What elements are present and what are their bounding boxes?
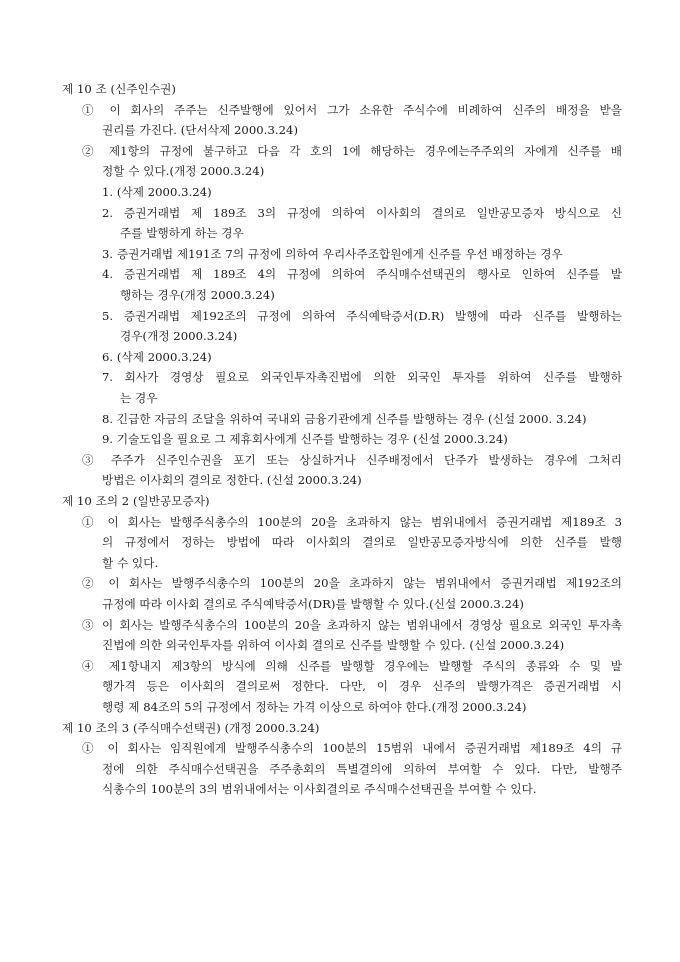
text-line: 정할 수 있다.(개정 2000.3.24) — [102, 164, 265, 179]
list-item-line: 4. 증권거래법 제 189조 4의 규정에 의하여 주식매수선택권의 행사로 인하여 신주를 발 — [102, 267, 622, 282]
list-item-line: 9. 기술도입을 필요로 그 제휴회사에게 신주를 발행하는 경우 (신설 2000.3.24) — [102, 432, 508, 447]
list-item-line: 6. (삭제 2000.3.24) — [102, 349, 212, 364]
list-item-line: 경우(개정 2000.3.24) — [120, 329, 238, 344]
text-line: 행령 제 84조의 5의 규정에서 정하는 가격 이상으로 하여야 한다.(개정 2000.3.24) — [102, 700, 527, 714]
text-line: 할 수 있다. — [102, 555, 159, 570]
list-item-line: 8. 긴급한 자금의 조달을 위하여 국내외 금융기관에게 신주를 발행하는 경우 (신설 2000. 3.24) — [102, 411, 587, 426]
text-line: 식총수의 100분의 3의 범위내에서는 이사회결의로 주식매수선택권을 부여할 수 있다. — [102, 782, 537, 797]
text-line: 규정에 따라 이사회 결의로 주식예탁증서(DR)를 발행할 수 있다.(신설 2000.3.24) — [102, 597, 524, 611]
paragraph-line: ① 이 회사는 발행주식총수의 100분의 20을 초과하지 않는 범위내에서 증권거래법 제189조 3 — [82, 514, 622, 529]
list-item-line: 행하는 경우(개정 2000.3.24) — [120, 288, 275, 302]
text-line: 정에 의한 주식매수선택권을 주주총회의 특별결의에 의하여 부여할 수 있다. 다만, 발행주 — [102, 761, 622, 776]
article-heading: 제 10 조 (신주인수권) — [62, 82, 176, 96]
list-item-line: 2. 증권거래법 제 189조 3의 규정에 의하여 이사회의 결의로 일반공모증자 방식으로 신 — [102, 205, 622, 220]
paragraph-line: ③ 주주가 신주인수권을 포기 또는 상실하거나 신주배정에서 단주가 발생하는 경우에 그처리 — [82, 452, 622, 467]
list-item-line: 5. 증권거래법 제192조의 규정에 의하여 주식예탁증서(D.R) 발행에 따라 신주를 발행하는 — [102, 308, 622, 323]
list-item-line: 주를 발행하게 하는 경우 — [120, 226, 244, 241]
text-line: 진법에 의한 외국인투자를 위하여 이사회 결의로 신주를 발행할 수 있다. (신설 2000.3.24) — [102, 638, 565, 653]
text-line: 의 규정에서 정하는 방법에 따라 이사회의 결의로 일반공모증자방식에 의한 신주를 발행 — [102, 535, 622, 550]
paragraph-line: ① 이 회사는 임직원에게 발행주식총수의 100분의 15범위 내에서 증권거래법 제189조 4의 규 — [82, 741, 622, 756]
text-line: 권리를 가진다. (단서삭제 2000.3.24) — [102, 123, 299, 138]
list-item-line: 3. 증권거래법 제191조 7의 규정에 의하여 우리사주조합원에게 신주를 우선 배정하는 경우 — [102, 246, 563, 261]
article-heading: 제 10 조의 3 (주식매수선택권) (개정 2000.3.24) — [62, 720, 320, 735]
text-line: 방법은 이사회의 결의로 정한다. (신설 2000.3.24) — [102, 473, 362, 488]
paragraph-line: ② 제1항의 규정에 불구하고 다음 각 호의 1에 해당하는 경우에는주주외의 자에게 신주를 배 — [82, 143, 622, 158]
paragraph-line: ③ 이 회사는 발행주식총수의 100분의 20을 초과하지 않는 범위내에서 경영상 필요로 외국인 투자촉 — [82, 617, 622, 632]
list-item-line: 7. 회사가 경영상 필요로 외국인투자촉진법에 의한 외국인 투자를 위하여 신주를 발행하 — [102, 370, 622, 385]
list-item-line: 1. (삭제 2000.3.24) — [102, 185, 212, 199]
list-item-line: 는 경우 — [120, 391, 158, 405]
paragraph-line: ① 이 회사의 주주는 신주발행에 있어서 그가 소유한 주식수에 비례하여 신주의 배정을 받을 — [82, 102, 622, 117]
text-line: 행가격 등은 이사회의 결의로써 정한다. 다만, 이 경우 신주의 발행가격은 증권거래법 시 — [102, 679, 622, 694]
paragraph-line: ② 이 회사는 발행주식총수의 100분의 20을 초과하지 않는 범위내에서 증권거래법 제192조의 — [82, 576, 622, 591]
paragraph-line: ④ 제1항내지 제3항의 방식에 의해 신주를 발행할 경우에는 발행할 주식의 종류와 수 및 발 — [82, 658, 622, 673]
article-heading: 제 10 조의 2 (일반공모증자) — [62, 494, 210, 508]
